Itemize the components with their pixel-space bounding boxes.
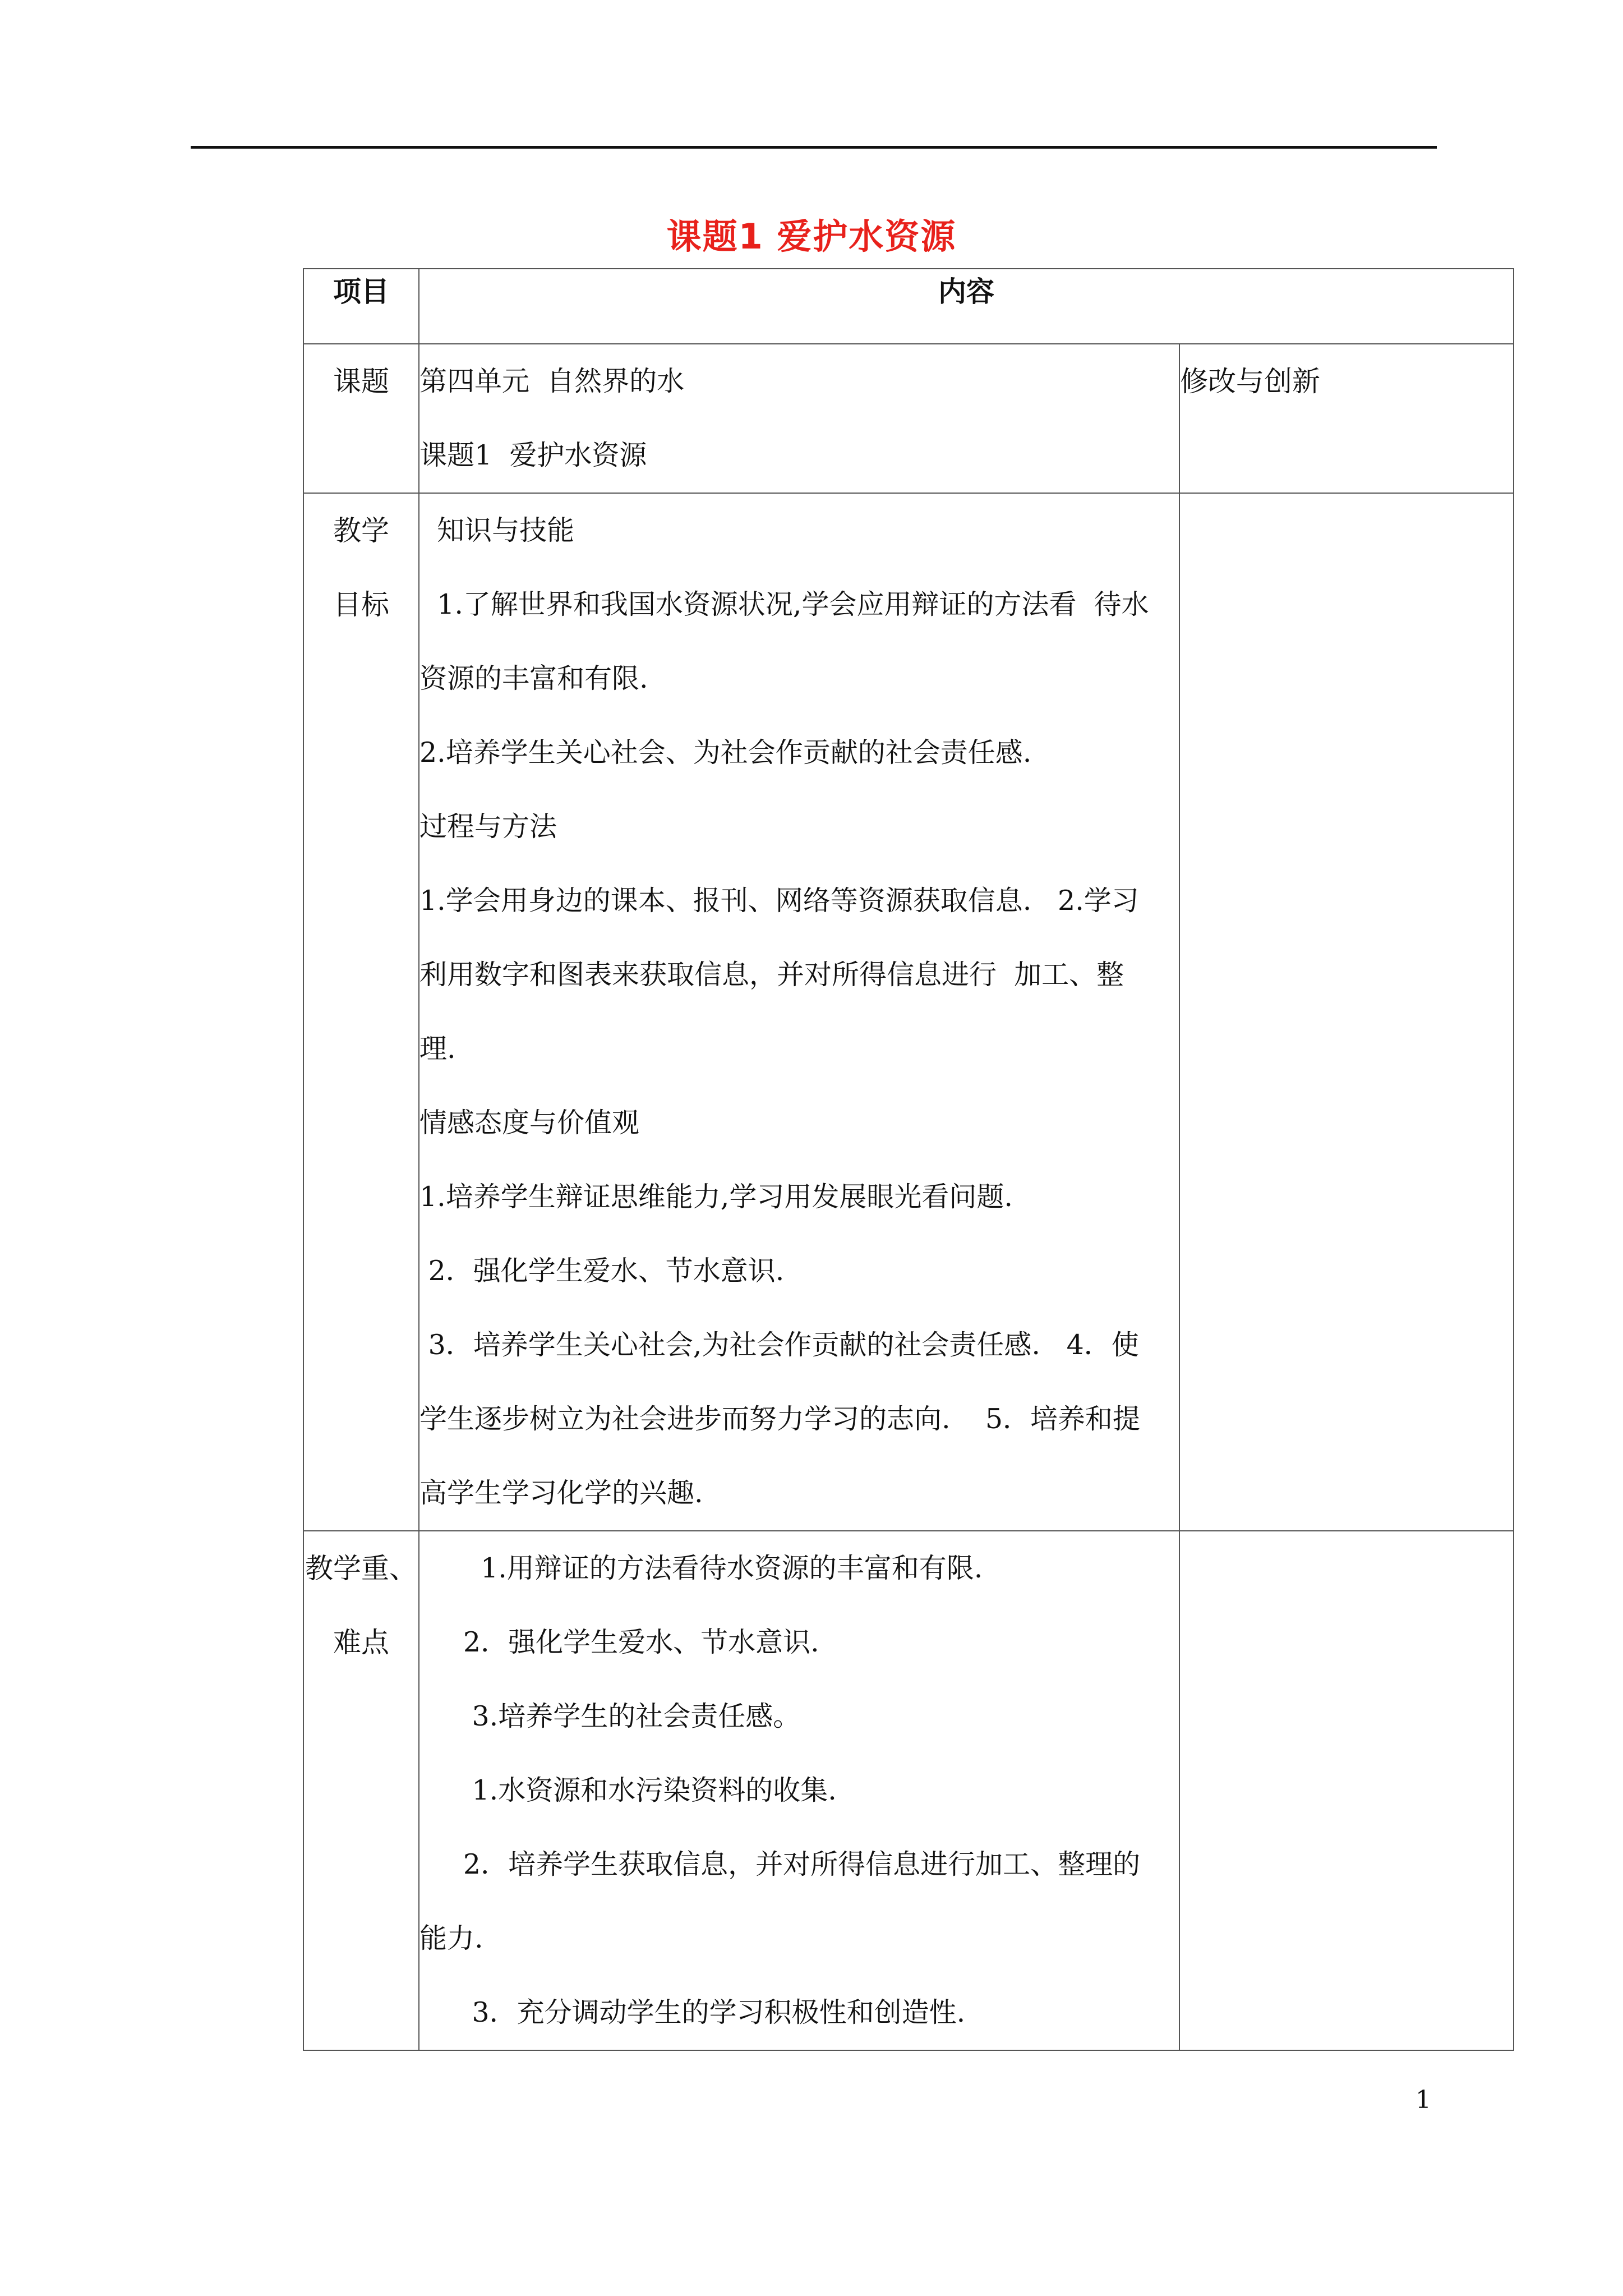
revision-note: 修改与创新 <box>1179 344 1514 493</box>
objectives-label-line: 目标 <box>333 588 389 621</box>
objectives-content <box>419 493 1179 1531</box>
objective-line: 高学生学习化学的兴趣. <box>419 1477 703 1509</box>
objectives-side <box>1179 493 1514 1531</box>
topic-line: 第四单元 自然界的水 <box>419 365 685 397</box>
header-item: 项目 <box>303 269 419 344</box>
objective-line: 1.培养学生辩证思维能力,学习用发展眼光看问题. <box>419 1181 1013 1213</box>
header-content: 内容 <box>419 269 1514 344</box>
keypoint-line: 1.水资源和水污染资料的收集. <box>419 1774 837 1806</box>
objective-line: 理. <box>419 1033 456 1065</box>
topic-label: 课题 <box>303 344 419 493</box>
objective-line: 利用数字和图表来获取信息，并对所得信息进行 加工、整 <box>419 959 1124 991</box>
keypoint-line: 3.培养学生的社会责任感。 <box>419 1700 801 1732</box>
keypoint-line: 2．强化学生爱水、节水意识. <box>419 1626 819 1658</box>
keypoints-side <box>1179 1531 1514 2050</box>
keypoints-label <box>303 1531 419 2050</box>
objective-line: 资源的丰富和有限. <box>419 662 648 694</box>
objective-line: 1.了解世界和我国水资源状况,学会应用辩证的方法看 待水 <box>419 588 1149 620</box>
keypoint-line: 1.用辩证的方法看待水资源的丰富和有限. <box>419 1552 983 1584</box>
page-title: 课题1 爱护水资源 <box>666 216 957 257</box>
keypoints-label-line: 教学重、 <box>305 1552 417 1585</box>
objectives-row <box>303 493 1514 1531</box>
keypoint-line: 能力. <box>419 1922 483 1954</box>
objective-line: 过程与方法 <box>419 811 557 843</box>
topic-line: 课题1 爱护水资源 <box>419 439 647 471</box>
keypoint-line: 3．充分调动学生的学习积极性和创造性. <box>419 1996 966 2028</box>
keypoints-label-line: 难点 <box>333 1626 389 1659</box>
objective-line: 3．培养学生关心社会,为社会作贡献的社会责任感. 4．使 <box>419 1329 1139 1361</box>
objective-line: 知识与技能 <box>419 514 575 546</box>
keypoints-content <box>419 1531 1179 2050</box>
objective-line: 2．强化学生爱水、节水意识. <box>419 1255 785 1287</box>
table-header-row <box>303 269 1514 344</box>
objective-line: 2.培养学生关心社会、为社会作贡献的社会责任感. <box>419 737 1032 769</box>
topic-row <box>303 344 1514 493</box>
objective-line: 学生逐步树立为社会进步而努力学习的志向. 5．培养和提 <box>419 1403 1141 1435</box>
objectives-label <box>303 493 419 1531</box>
objectives-label-line: 教学 <box>333 514 389 547</box>
objective-line: 1.学会用身边的课本、报刊、网络等资源获取信息. 2.学习 <box>419 885 1139 917</box>
lesson-plan-table <box>303 268 1514 2051</box>
keypoint-line: 2．培养学生获取信息，并对所得信息进行加工、整理的 <box>419 1848 1141 1880</box>
page-number: 1 <box>1415 2086 1431 2114</box>
objective-line: 情感态度与价值观 <box>419 1107 640 1139</box>
keypoints-row <box>303 1531 1514 2050</box>
header-rule <box>191 146 1437 149</box>
topic-content <box>419 344 1179 493</box>
